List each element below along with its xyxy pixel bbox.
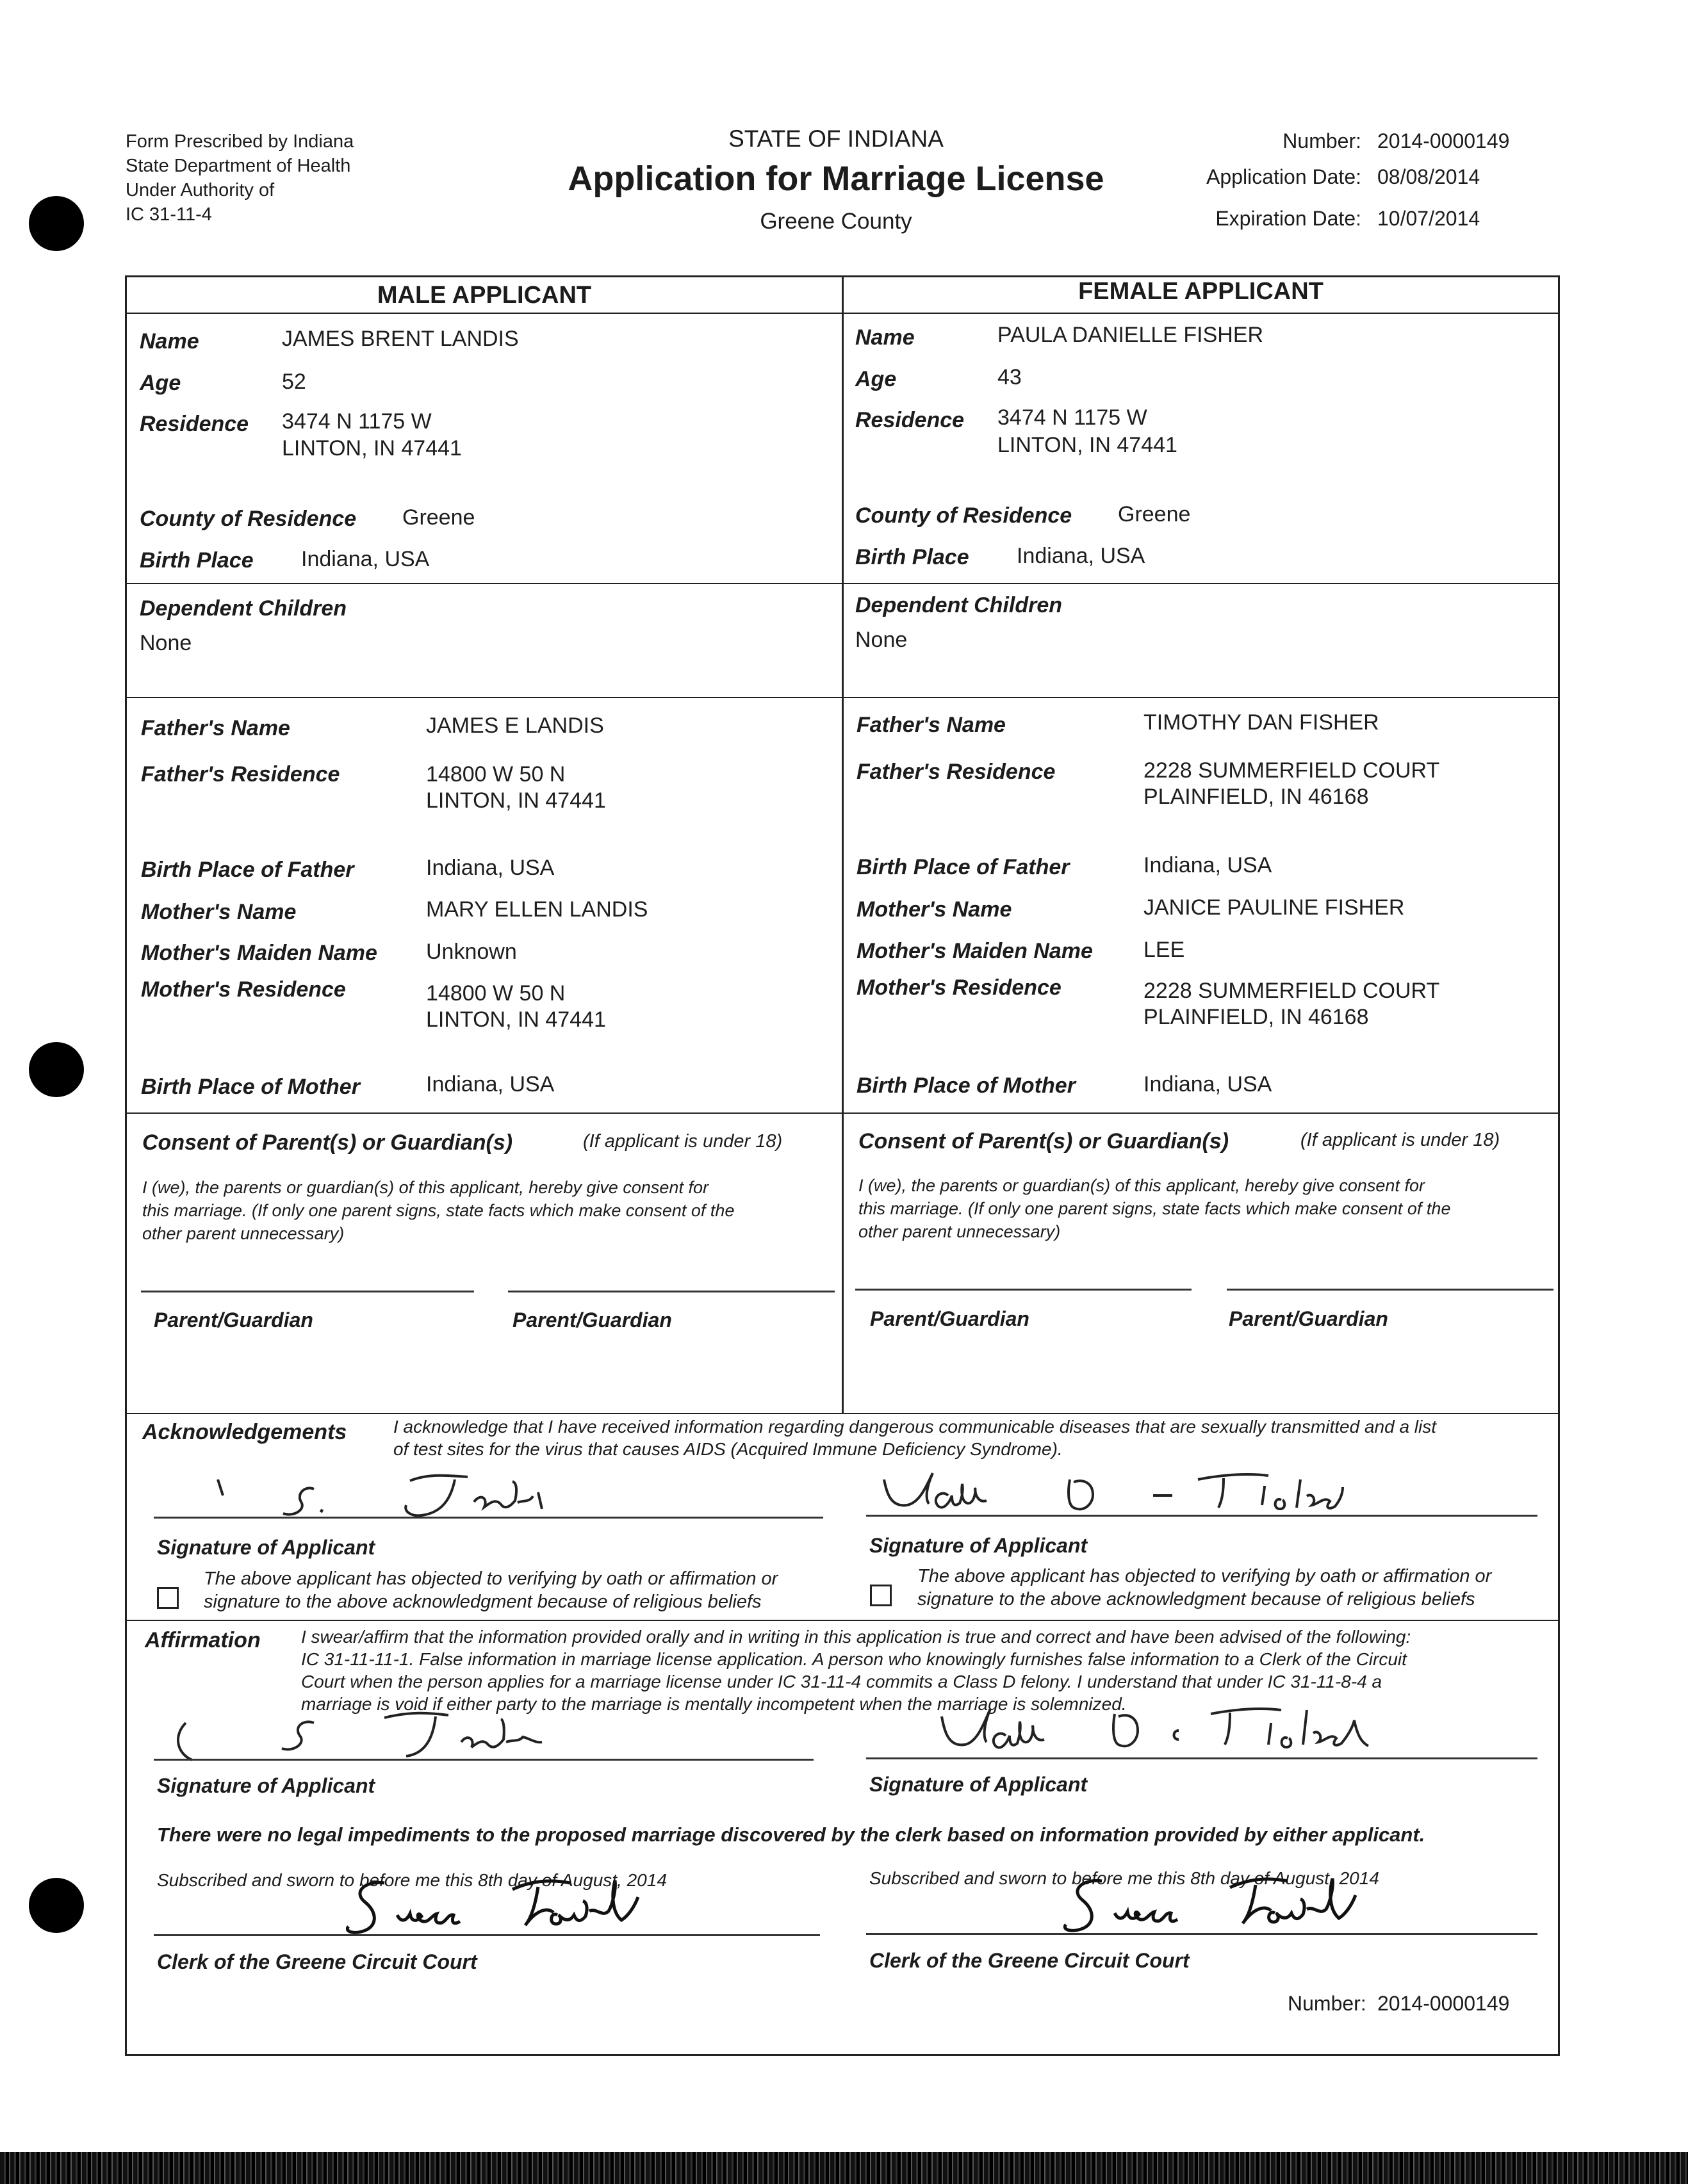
affirmation-line: IC 31-11-11-1. False information in marriage license application. A person who knowingly furnishes false information to a Clerk of the Circuit [301, 1649, 1407, 1669]
prescribed-block [126, 129, 354, 227]
female-residence-line2: LINTON, IN 47441 [997, 433, 1177, 457]
punch-hole-middle [29, 1042, 84, 1097]
female-county-value: Greene [1118, 502, 1191, 526]
female-dependents-label: Dependent Children [855, 593, 1063, 617]
male-clerk-signature-line [154, 1934, 820, 1936]
column-divider [842, 275, 844, 1413]
male-mother-birth-value: Indiana, USA [426, 1072, 555, 1096]
female-mother-residence-label: Mother's Residence [856, 975, 1061, 1000]
female-birthplace-value: Indiana, USA [1017, 544, 1145, 568]
female-mother-name-label: Mother's Name [856, 897, 1012, 922]
female-father-name-value: TIMOTHY DAN FISHER [1143, 710, 1379, 735]
female-father-name-label: Father's Name [856, 713, 1006, 737]
form-border-left [125, 275, 127, 2056]
male-acknowledgement-signature [205, 1467, 653, 1524]
female-dependents-value: None [855, 628, 908, 652]
consent-line: other parent unnecessary) [142, 1224, 345, 1243]
female-father-residence-line1: 2228 SUMMERFIELD COURT [1143, 758, 1440, 783]
female-mother-residence-line2: PLAINFIELD, IN 46168 [1143, 1005, 1369, 1029]
female-objection-text [917, 1565, 1491, 1611]
section-divider-consent [125, 1112, 1560, 1114]
female-clerk-signature [1063, 1868, 1422, 1939]
female-signature-label: Signature of Applicant [869, 1534, 1088, 1557]
form-border-right [1558, 275, 1560, 2056]
female-county-label: County of Residence [855, 503, 1072, 528]
consent-line: I (we), the parents or guardian(s) of this applicant, hereby give consent for [142, 1178, 709, 1197]
section-divider-parents [125, 697, 1560, 698]
female-applicant-heading: FEMALE APPLICANT [1078, 278, 1323, 305]
acknowledgements-title: Acknowledgements [142, 1420, 347, 1444]
footer-number-value: 2014-0000149 [1377, 1992, 1510, 2015]
male-mother-residence-line2: LINTON, IN 47441 [426, 1007, 606, 1032]
female-clerk-label: Clerk of the Greene Circuit Court [869, 1949, 1190, 1972]
section-divider-affirmation [125, 1620, 1560, 1621]
male-acknowledgement-signature-line [154, 1517, 823, 1519]
expiration-date-label: Expiration Date: [1215, 207, 1361, 230]
section-divider-children [125, 583, 1560, 584]
objection-line: signature to the above acknowledgment because of religious beliefs [917, 1589, 1475, 1609]
male-residence-label: Residence [140, 412, 249, 436]
consent-line: other parent unnecessary) [858, 1222, 1061, 1241]
male-objection-checkbox[interactable] [157, 1587, 179, 1609]
consent-line: I (we), the parents or guardian(s) of this applicant, hereby give consent for [858, 1176, 1425, 1195]
male-dependents-value: None [140, 631, 192, 655]
footer-number-label: Number: [1288, 1992, 1366, 2015]
female-father-residence-label: Father's Residence [856, 760, 1056, 784]
female-affirmation-signature [922, 1691, 1499, 1768]
male-subscribed-text: Subscribed and sworn to before me this 8th day of August, 2014 [157, 1870, 667, 1890]
male-name-label: Name [140, 329, 199, 354]
county-name: Greene County [760, 209, 912, 234]
male-dependents-label: Dependent Children [140, 596, 347, 621]
acknowledgement-text-2: of test sites for the virus that causes AIDS (Acquired Immune Deficiency Syndrome). [393, 1439, 1063, 1459]
male-parent-signature-line-1 [141, 1291, 474, 1292]
male-age-value: 52 [282, 370, 306, 394]
male-birthplace-label: Birth Place [140, 548, 254, 573]
male-residence-line1: 3474 N 1175 W [282, 409, 432, 434]
female-parent-signature-line-2 [1227, 1289, 1553, 1291]
objection-line: The above applicant has objected to verifying by oath or affirmation or [917, 1566, 1492, 1586]
number-value: 2014-0000149 [1377, 129, 1510, 152]
punch-hole-top [29, 196, 84, 251]
male-mother-residence-line1: 14800 W 50 N [426, 981, 566, 1006]
affirmation-line: marriage is void if either party to the marriage is mentally incompetent when the marriage is solemnized. [301, 1694, 1127, 1714]
male-county-label: County of Residence [140, 507, 357, 531]
male-father-residence-line1: 14800 W 50 N [426, 762, 566, 786]
male-father-residence-label: Father's Residence [141, 762, 340, 786]
male-parent-signature-line-2 [508, 1291, 835, 1292]
male-mother-name-label: Mother's Name [141, 900, 297, 924]
male-clerk-signature [346, 1870, 705, 1941]
impediments-statement: There were no legal impediments to the proposed marriage discovered by the clerk based on information provided by either applicant. [157, 1823, 1425, 1846]
male-father-name-value: JAMES E LANDIS [426, 713, 604, 738]
female-parent-guardian-label-1: Parent/Guardian [870, 1307, 1029, 1330]
female-residence-label: Residence [855, 408, 965, 432]
application-date-label: Application Date: [1206, 165, 1361, 188]
male-birthplace-value: Indiana, USA [301, 547, 430, 571]
male-father-residence-line2: LINTON, IN 47441 [426, 788, 606, 813]
female-mother-maiden-label: Mother's Maiden Name [856, 939, 1093, 963]
female-father-residence-line2: PLAINFIELD, IN 46168 [1143, 785, 1369, 809]
female-age-value: 43 [997, 365, 1022, 389]
female-consent-note: (If applicant is under 18) [1300, 1130, 1500, 1150]
prescribed-line: Form Prescribed by Indiana [126, 131, 354, 152]
male-father-birth-value: Indiana, USA [426, 856, 555, 880]
female-affirmation-signature-label: Signature of Applicant [869, 1773, 1088, 1796]
male-county-value: Greene [402, 505, 475, 530]
male-name-value: JAMES BRENT LANDIS [282, 327, 519, 351]
female-mother-name-value: JANICE PAULINE FISHER [1143, 895, 1405, 920]
male-mother-residence-label: Mother's Residence [141, 977, 346, 1002]
consent-line: this marriage. (If only one parent signs, state facts which make consent of the [858, 1199, 1451, 1218]
female-objection-checkbox[interactable] [870, 1585, 892, 1606]
acknowledgement-text-1: I acknowledge that I have received information regarding dangerous communicable diseases that are sexually transmitted and a list [393, 1417, 1437, 1437]
female-parent-signature-line-1 [855, 1289, 1192, 1291]
punch-hole-bottom [29, 1878, 84, 1933]
affirmation-title: Affirmation [145, 1628, 261, 1652]
expiration-date-value: 10/07/2014 [1377, 207, 1480, 230]
form-title: Application for Marriage License [568, 159, 1104, 198]
objection-line: signature to the above acknowledgment because of religious beliefs [204, 1592, 762, 1612]
male-consent-text [142, 1176, 734, 1245]
female-consent-text [858, 1174, 1450, 1243]
number-label: Number: [1282, 129, 1361, 152]
female-father-birth-value: Indiana, USA [1143, 853, 1272, 877]
male-age-label: Age [140, 371, 181, 395]
male-clerk-label: Clerk of the Greene Circuit Court [157, 1950, 477, 1973]
male-objection-text [204, 1567, 778, 1613]
male-applicant-heading: MALE APPLICANT [377, 282, 592, 309]
female-affirmation-signature-line [866, 1757, 1537, 1759]
male-father-name-label: Father's Name [141, 716, 290, 740]
male-mother-maiden-label: Mother's Maiden Name [141, 941, 377, 965]
heading-underline [125, 313, 1560, 314]
female-consent-title: Consent of Parent(s) or Guardian(s) [858, 1129, 1229, 1153]
affirmation-line: I swear/affirm that the information provided orally and in writing in this application is true and correct and have been advised of the following: [301, 1627, 1411, 1647]
female-mother-birth-value: Indiana, USA [1143, 1072, 1272, 1096]
female-mother-birth-label: Birth Place of Mother [856, 1073, 1076, 1098]
female-age-label: Age [855, 367, 897, 391]
female-acknowledgement-signature-line [866, 1515, 1537, 1517]
male-consent-note: (If applicant is under 18) [583, 1131, 783, 1152]
male-affirmation-signature-line [154, 1759, 814, 1761]
prescribed-line: State Department of Health [126, 156, 351, 176]
male-consent-title: Consent of Parent(s) or Guardian(s) [142, 1130, 513, 1155]
female-clerk-signature-line [866, 1933, 1537, 1935]
male-affirmation-signature [160, 1704, 634, 1774]
female-subscribed-text: Subscribed and sworn to before me this 8th day of August, 2014 [869, 1868, 1379, 1888]
male-mother-birth-label: Birth Place of Mother [141, 1075, 360, 1099]
form-border-bottom [125, 2054, 1560, 2056]
female-parent-guardian-label-2: Parent/Guardian [1229, 1307, 1388, 1330]
female-name-label: Name [855, 325, 915, 350]
male-mother-maiden-value: Unknown [426, 940, 517, 964]
section-divider-ack [125, 1413, 1560, 1414]
male-residence-line2: LINTON, IN 47441 [282, 436, 462, 460]
male-signature-label: Signature of Applicant [157, 1536, 375, 1559]
objection-line: The above applicant has objected to verifying by oath or affirmation or [204, 1569, 778, 1589]
male-parent-guardian-label-2: Parent/Guardian [512, 1308, 672, 1332]
female-residence-line1: 3474 N 1175 W [997, 405, 1147, 430]
scan-edge-bar [0, 2152, 1688, 2184]
prescribed-line: Under Authority of [126, 180, 275, 200]
affirmation-line: Court when the person applies for a marriage license under IC 31-11-4 commits a Class D felony. I understand that under IC 31-11-8-4 a [301, 1672, 1382, 1691]
male-father-birth-label: Birth Place of Father [141, 858, 354, 882]
application-date-value: 08/08/2014 [1377, 165, 1480, 188]
state-name: STATE OF INDIANA [728, 126, 944, 152]
female-mother-residence-line1: 2228 SUMMERFIELD COURT [1143, 979, 1440, 1003]
female-name-value: PAULA DANIELLE FISHER [997, 323, 1264, 347]
male-parent-guardian-label-1: Parent/Guardian [154, 1308, 313, 1332]
female-father-birth-label: Birth Place of Father [856, 855, 1070, 879]
prescribed-line: IC 31-11-4 [126, 204, 212, 225]
male-affirmation-signature-label: Signature of Applicant [157, 1774, 375, 1797]
female-birthplace-label: Birth Place [855, 545, 969, 569]
female-mother-maiden-value: LEE [1143, 938, 1185, 962]
male-mother-name-value: MARY ELLEN LANDIS [426, 897, 648, 922]
consent-line: this marriage. (If only one parent signs, state facts which make consent of the [142, 1201, 735, 1220]
